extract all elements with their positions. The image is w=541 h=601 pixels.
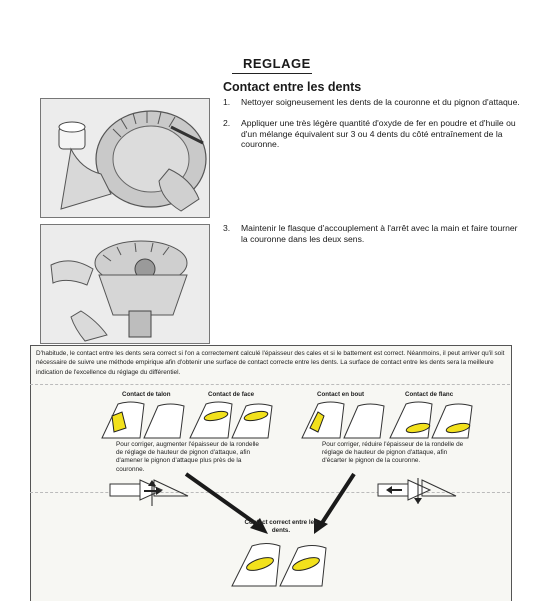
title-underline [232,73,312,74]
section-title: REGLAGE [243,56,311,71]
gear-cleaning-illustration [41,99,209,217]
note-increase: Pour corriger, augmenter l'épaisseur de la rondelle de réglage de hauteur de pignon d'attaque, afin d'amener le pignon d'attaque plus près de la couronne. [116,441,259,473]
panel-intro: D'habitude, le contact entre les dents sera correct si l'on a correctement calculé l'épaisseur des cales et si le battement est correct. Néanmoins, il peut arriver qu'il soit nécessaire de suivre une méthode empirique afin d'obtenir une surface de contact correcte entre les dents. La surface de contact entre les dents sera la meilleure indication de l'excellence du réglage du différentiel. [36,350,505,376]
step-text: Maintenir le flasque d'accouplement à l'arrêt avec la main et faire tourner la couronne dans les deux sens. [241,223,518,244]
pinion-move-away-diagram [372,474,460,510]
label-contact-correct: Contact correct entre les dents. [244,519,318,534]
step-number: 2. [223,118,231,128]
tooth-correct-diagram [230,538,330,588]
step-text: Appliquer une très légère quantité d'oxyde de fer en poudre et d'huile ou d'un mélange équivalent sur 3 ou 4 dents du côté entraînement de la couronne. [241,118,516,150]
differential-illustration [41,225,209,343]
step-2 [223,118,528,152]
label-contact-face: Contact de face [208,391,255,398]
label-contact-talon: Contact de talon [122,391,171,398]
step-text: Nettoyer soigneusement les dents de la couronne et du pignon d'attaque. [241,97,520,107]
tooth-talon-diagram [100,398,190,440]
step-number: 1. [223,97,231,107]
divider [30,384,510,385]
step-1 [223,97,528,119]
step-3 [223,223,528,245]
note-reduce: Pour corriger, réduire l'épaisseur de la rondelle de réglage de hauteur de pignon d'attaque, afin d'écarter le pignon de la couronne. [322,441,464,465]
tooth-face-diagram [188,398,278,440]
rotating-photo [40,224,210,344]
pinion-move-closer-diagram [104,474,192,510]
step-number: 3. [223,223,231,233]
cleaning-photo [40,98,210,218]
label-contact-bout: Contact en bout [317,391,365,398]
page-subtitle: Contact entre les dents [223,80,362,94]
tooth-flanc-diagram [388,398,478,440]
label-contact-flanc: Contact de flanc [405,391,454,398]
tooth-bout-diagram [300,398,390,440]
